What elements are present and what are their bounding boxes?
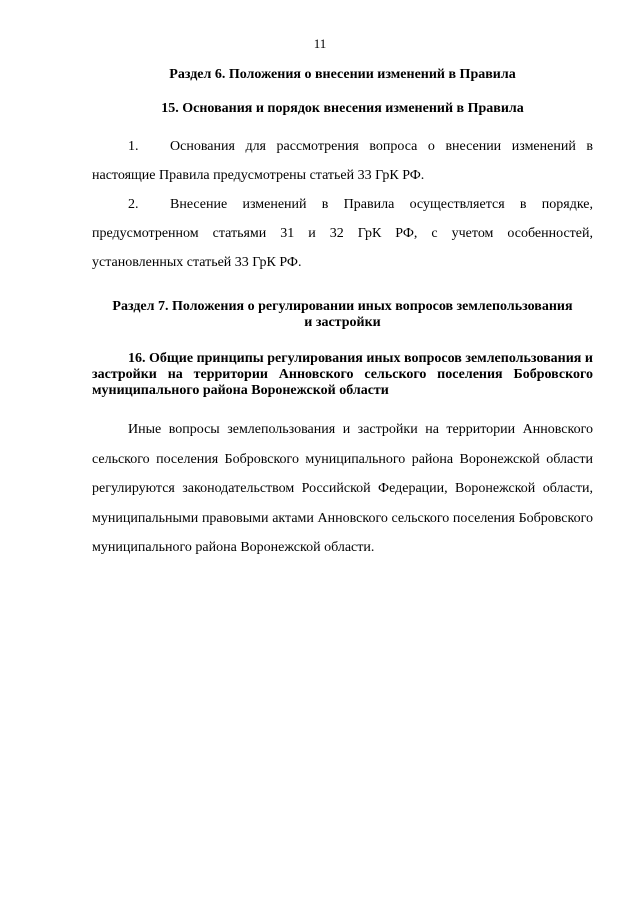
item-number: 1. [128, 139, 139, 154]
subsection-16-title: 16. Общие принципы регулирования иных вопросов землепользования и застройки на территории Анновского сельского поселения Бобровского муниципального района Воронежской области [92, 351, 593, 398]
document-content [92, 66, 593, 563]
section-7-title-line-2: и застройки [304, 315, 381, 330]
subsection-15-item-2 [92, 190, 593, 277]
subsection-15-title: 15. Основания и порядок внесения изменений в Правила [161, 101, 524, 116]
item-number: 2. [128, 197, 139, 212]
item-text: Внесение изменений в Правила осуществляется в порядке, предусмотренном статьями 31 и 32 ГрК РФ, с учетом особенностей, установленных статьей 33 ГрК РФ. [92, 197, 593, 270]
subsection-16-text: Иные вопросы землепользования и застройки на территории Анновского сельского поселения Бобровского муниципального района Воронежской области регулируются законодательством Российской Федерации, Воронежской области, муниципальными правовыми актами Анновского сельского поселения Бобровского муниципального района Воронежской области. [92, 422, 593, 555]
section-7-title-line-1: Раздел 7. Положения о регулировании иных вопросов землепользования [112, 299, 573, 314]
page-number: 11 [313, 36, 327, 51]
section-6-title: Раздел 6. Положения о внесении изменений в Правила [169, 67, 516, 82]
item-text: Основания для рассмотрения вопроса о внесении изменений в настоящие Правила предусмотрены статьей 33 ГрК РФ. [92, 139, 593, 183]
section-7-title [92, 299, 593, 331]
subsection-15-item-1 [92, 132, 593, 190]
